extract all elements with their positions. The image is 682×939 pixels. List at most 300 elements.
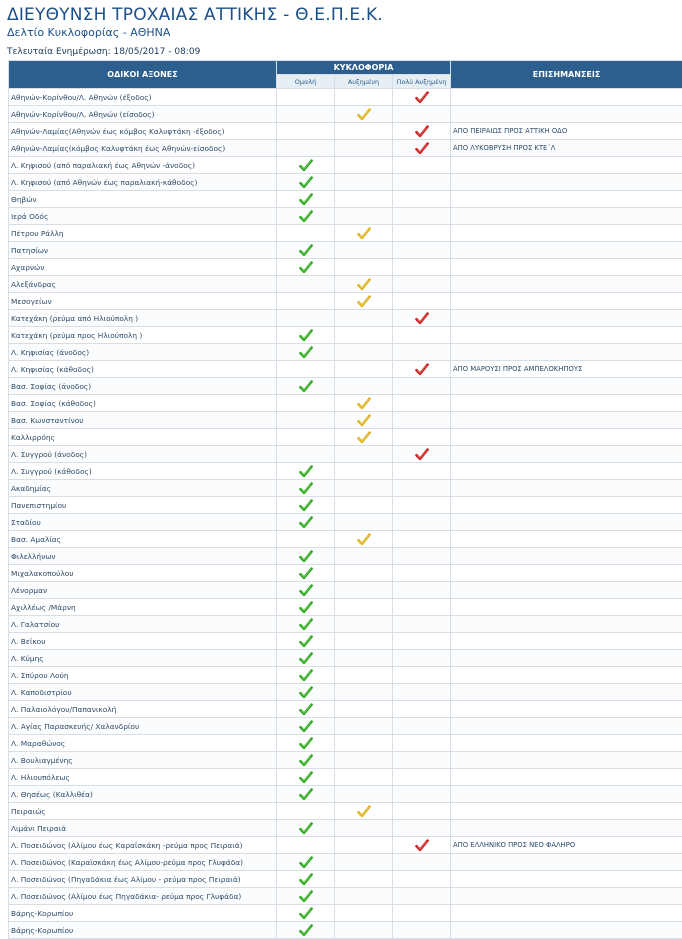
table-row [9, 888, 682, 905]
status-cell-very-increased [393, 701, 451, 718]
status-cell-normal [277, 310, 335, 327]
status-cell-normal [277, 718, 335, 735]
status-cell-normal [277, 684, 335, 701]
road-name: Λ. Βεϊκου [9, 633, 277, 650]
table-row [9, 701, 682, 718]
road-note [451, 497, 682, 514]
table-row [9, 871, 682, 888]
road-note [451, 531, 682, 548]
status-cell-very-increased [393, 667, 451, 684]
checkmark-icon [299, 193, 313, 206]
checkmark-icon [415, 312, 429, 325]
status-cell-normal [277, 888, 335, 905]
road-note [451, 191, 682, 208]
road-name: Λ. Κηφισού (από Αθηνών έως παραλιακή-κάθοδος) [9, 174, 277, 191]
last-updated: Τελευταία Ενημέρωση: 18/05/2017 - 08:09 [7, 47, 201, 57]
road-name: Βασ. Σοφίας (κάθοδος) [9, 395, 277, 412]
table-row [9, 752, 682, 769]
status-cell-normal [277, 140, 335, 157]
road-note [451, 905, 682, 922]
road-name: Μεσογείων [9, 293, 277, 310]
table-row [9, 446, 682, 463]
status-cell-normal [277, 735, 335, 752]
checkmark-icon [299, 686, 313, 699]
checkmark-icon [299, 159, 313, 172]
road-name: Λ. Ποσειδώνος (Πηγαδάκια έως Αλίμου - ρεύμα προς Πειραιά) [9, 871, 277, 888]
checkmark-icon [357, 227, 371, 240]
checkmark-icon [299, 720, 313, 733]
road-note [451, 208, 682, 225]
table-row [9, 718, 682, 735]
checkmark-icon [299, 822, 313, 835]
table-row [9, 174, 682, 191]
table-row [9, 412, 682, 429]
status-cell-very-increased [393, 582, 451, 599]
checkmark-icon [299, 635, 313, 648]
checkmark-icon [299, 176, 313, 189]
status-cell-increased [335, 888, 393, 905]
page-subtitle: Δελτίο Κυκλοφορίας - ΑΘΗΝΑ [7, 26, 171, 39]
status-cell-increased [335, 820, 393, 837]
status-cell-normal [277, 259, 335, 276]
checkmark-icon [299, 652, 313, 665]
table-row [9, 820, 682, 837]
status-cell-increased [335, 582, 393, 599]
road-note [451, 480, 682, 497]
status-cell-increased [335, 123, 393, 140]
table-row [9, 361, 682, 378]
road-name: Αθηνών-Κορίνθου/Λ. Αθηνών (είσοδος) [9, 106, 277, 123]
header-normal: Ομαλή [277, 75, 335, 89]
status-cell-normal [277, 174, 335, 191]
table-row [9, 378, 682, 395]
checkmark-icon [357, 533, 371, 546]
status-cell-increased [335, 225, 393, 242]
table-row [9, 276, 682, 293]
status-cell-very-increased [393, 344, 451, 361]
road-note [451, 276, 682, 293]
road-note [451, 633, 682, 650]
road-name: Αχιλλέως /Μάρνη [9, 599, 277, 616]
road-note [451, 225, 682, 242]
status-cell-very-increased [393, 820, 451, 837]
checkmark-icon [357, 414, 371, 427]
road-note: ΑΠΟ ΠΕΙΡΑΙΩΣ ΠΡΟΣ ΑΤΤΙΚΗ ΟΔΟ [451, 123, 682, 140]
table-row [9, 667, 682, 684]
table-row [9, 582, 682, 599]
checkmark-icon [299, 244, 313, 257]
table-row [9, 854, 682, 871]
status-cell-very-increased [393, 242, 451, 259]
status-cell-very-increased [393, 429, 451, 446]
status-cell-increased [335, 310, 393, 327]
checkmark-icon [299, 924, 313, 937]
status-cell-increased [335, 89, 393, 106]
status-cell-very-increased [393, 735, 451, 752]
status-cell-normal [277, 599, 335, 616]
road-note [451, 429, 682, 446]
table-row [9, 616, 682, 633]
road-name: Βάρης-Κορωπίου [9, 905, 277, 922]
road-note [451, 820, 682, 837]
road-name: Λ. Παλαιολόγου/Παπανικολή [9, 701, 277, 718]
road-name: Λ. Θησέως (Καλλιθέα) [9, 786, 277, 803]
table-body [9, 89, 682, 939]
status-cell-increased [335, 837, 393, 854]
table-row [9, 259, 682, 276]
status-cell-increased [335, 922, 393, 939]
status-cell-very-increased [393, 293, 451, 310]
status-cell-increased [335, 361, 393, 378]
road-name: Ακαδημίας [9, 480, 277, 497]
road-name: Πατησίων [9, 242, 277, 259]
checkmark-icon [299, 261, 313, 274]
road-name: Λ. Συγγρού (κάθοδος) [9, 463, 277, 480]
status-cell-very-increased [393, 412, 451, 429]
status-cell-normal [277, 786, 335, 803]
checkmark-icon [415, 142, 429, 155]
status-cell-very-increased [393, 752, 451, 769]
checkmark-icon [299, 737, 313, 750]
table-row [9, 242, 682, 259]
status-cell-normal [277, 854, 335, 871]
checkmark-icon [415, 839, 429, 852]
status-cell-normal [277, 123, 335, 140]
table-row [9, 837, 682, 854]
status-cell-very-increased [393, 191, 451, 208]
road-name: Φιλελλήνων [9, 548, 277, 565]
status-cell-very-increased [393, 803, 451, 820]
status-cell-normal [277, 242, 335, 259]
status-cell-very-increased [393, 548, 451, 565]
status-cell-very-increased [393, 905, 451, 922]
status-cell-very-increased [393, 837, 451, 854]
status-cell-normal [277, 820, 335, 837]
road-note [451, 327, 682, 344]
status-cell-increased [335, 140, 393, 157]
table-row [9, 293, 682, 310]
status-cell-normal [277, 208, 335, 225]
status-cell-increased [335, 429, 393, 446]
status-cell-very-increased [393, 565, 451, 582]
road-name: Λ. Μαραθώνος [9, 735, 277, 752]
table-row [9, 786, 682, 803]
table-row [9, 735, 682, 752]
road-name: Αχαρνών [9, 259, 277, 276]
status-cell-very-increased [393, 157, 451, 174]
table-row [9, 123, 682, 140]
status-cell-very-increased [393, 514, 451, 531]
road-note [451, 242, 682, 259]
status-cell-increased [335, 684, 393, 701]
status-cell-normal [277, 395, 335, 412]
road-name: Λ. Γαλατσίου [9, 616, 277, 633]
road-note [451, 769, 682, 786]
road-note [451, 752, 682, 769]
road-name: Βασ. Κωνσταντίνου [9, 412, 277, 429]
table-row [9, 497, 682, 514]
road-note [451, 684, 682, 701]
road-name: Λ. Ποσειδώνος (Αλίμου έως Καραϊσκάκη -ρεύμα προς Πειραιά) [9, 837, 277, 854]
table-row [9, 803, 682, 820]
checkmark-icon [357, 397, 371, 410]
checkmark-icon [299, 465, 313, 478]
table-row [9, 327, 682, 344]
checkmark-icon [299, 499, 313, 512]
table-row [9, 225, 682, 242]
road-name: Βασ. Σοφίας (άνοδος) [9, 378, 277, 395]
checkmark-icon [299, 584, 313, 597]
status-cell-normal [277, 446, 335, 463]
road-name: Πέτρου Ράλλη [9, 225, 277, 242]
status-cell-normal [277, 327, 335, 344]
checkmark-icon [357, 278, 371, 291]
road-note [451, 786, 682, 803]
status-cell-increased [335, 446, 393, 463]
table-row [9, 548, 682, 565]
table-row [9, 89, 682, 106]
checkmark-icon [299, 482, 313, 495]
road-note [451, 650, 682, 667]
road-note [451, 157, 682, 174]
road-note [451, 395, 682, 412]
road-name: Λ. Κηφισίας (άνοδος) [9, 344, 277, 361]
table-row [9, 344, 682, 361]
status-cell-increased [335, 480, 393, 497]
road-name: Λένορμαν [9, 582, 277, 599]
road-name: Λ. Ηλιουπόλεως [9, 769, 277, 786]
status-cell-increased [335, 531, 393, 548]
status-cell-very-increased [393, 769, 451, 786]
road-note [451, 344, 682, 361]
road-name: Λ. Κηφισίας (κάθοδος) [9, 361, 277, 378]
status-cell-normal [277, 650, 335, 667]
status-cell-normal [277, 361, 335, 378]
road-note [451, 854, 682, 871]
road-note [451, 667, 682, 684]
table-row [9, 633, 682, 650]
road-name: Κατεχάκη (ρεύμα από Ηλιούπολη ) [9, 310, 277, 327]
status-cell-very-increased [393, 395, 451, 412]
status-cell-normal [277, 157, 335, 174]
status-cell-very-increased [393, 310, 451, 327]
road-note [451, 106, 682, 123]
traffic-table [8, 60, 682, 939]
road-name: Αθηνών-Λαμίας(κόμβος Καλυφτάκη έως Αθηνών-είσοδος) [9, 140, 277, 157]
road-name: Σταδίου [9, 514, 277, 531]
checkmark-icon [299, 788, 313, 801]
table-row [9, 310, 682, 327]
status-cell-normal [277, 89, 335, 106]
table-row [9, 905, 682, 922]
status-cell-increased [335, 650, 393, 667]
status-cell-very-increased [393, 888, 451, 905]
status-cell-very-increased [393, 616, 451, 633]
status-cell-increased [335, 157, 393, 174]
checkmark-icon [299, 669, 313, 682]
road-note [451, 378, 682, 395]
status-cell-very-increased [393, 531, 451, 548]
status-cell-normal [277, 616, 335, 633]
table-row [9, 769, 682, 786]
status-cell-normal [277, 667, 335, 684]
status-cell-normal [277, 582, 335, 599]
status-cell-normal [277, 412, 335, 429]
status-cell-normal [277, 701, 335, 718]
status-cell-normal [277, 837, 335, 854]
road-note [451, 599, 682, 616]
table-row [9, 531, 682, 548]
status-cell-very-increased [393, 633, 451, 650]
road-note [451, 548, 682, 565]
status-cell-very-increased [393, 123, 451, 140]
status-cell-increased [335, 327, 393, 344]
road-note: ΑΠΟ ΜΑΡΟΥΣΙ ΠΡΟΣ ΑΜΠΕΛΟΚΗΠΟΥΣ [451, 361, 682, 378]
status-cell-increased [335, 106, 393, 123]
checkmark-icon [299, 346, 313, 359]
status-cell-normal [277, 905, 335, 922]
page-title: ΔΙΕΥΘΥΝΣΗ ΤΡΟΧΑΙΑΣ ΑΤΤΙΚΗΣ - Θ.Ε.Π.Ε.Κ. [7, 5, 383, 25]
status-cell-increased [335, 293, 393, 310]
status-cell-very-increased [393, 480, 451, 497]
checkmark-icon [357, 431, 371, 444]
road-name: Βασ. Αμαλίας [9, 531, 277, 548]
checkmark-icon [299, 618, 313, 631]
status-cell-increased [335, 803, 393, 820]
checkmark-icon [357, 108, 371, 121]
road-name: Λ. Βουλιαγμένης [9, 752, 277, 769]
status-cell-normal [277, 871, 335, 888]
table-row [9, 208, 682, 225]
road-name: Καλλιρρόης [9, 429, 277, 446]
status-cell-increased [335, 344, 393, 361]
status-cell-normal [277, 344, 335, 361]
road-note [451, 310, 682, 327]
checkmark-icon [415, 363, 429, 376]
checkmark-icon [415, 125, 429, 138]
status-cell-increased [335, 412, 393, 429]
table-row [9, 480, 682, 497]
checkmark-icon [299, 516, 313, 529]
road-name: Λ. Συγγρού (άνοδος) [9, 446, 277, 463]
header-increased: Αυξημένη [335, 75, 393, 89]
road-name: Πανεπιστημίου [9, 497, 277, 514]
road-name: Λ. Ποσειδώνος (Καραϊσκάκη έως Αλίμου-ρεύμα προς Γλυφάδα) [9, 854, 277, 871]
status-cell-increased [335, 514, 393, 531]
status-cell-very-increased [393, 463, 451, 480]
checkmark-icon [415, 91, 429, 104]
status-cell-increased [335, 378, 393, 395]
road-note [451, 412, 682, 429]
road-name: Λ. Κύμης [9, 650, 277, 667]
status-cell-increased [335, 548, 393, 565]
header-traffic: ΚΥΚΛΟΦΟΡΙΑ [277, 61, 451, 75]
status-cell-very-increased [393, 225, 451, 242]
road-note [451, 514, 682, 531]
table-row [9, 650, 682, 667]
status-cell-increased [335, 701, 393, 718]
status-cell-normal [277, 548, 335, 565]
status-cell-increased [335, 633, 393, 650]
status-cell-very-increased [393, 361, 451, 378]
status-cell-increased [335, 463, 393, 480]
status-cell-very-increased [393, 327, 451, 344]
checkmark-icon [299, 329, 313, 342]
status-cell-increased [335, 191, 393, 208]
status-cell-increased [335, 565, 393, 582]
road-note: ΑΠΟ ΕΛΛΗΝΙΚΟ ΠΡΟΣ ΝΕΟ ΦΑΛΗΡΟ [451, 837, 682, 854]
status-cell-normal [277, 276, 335, 293]
road-name: Αθηνών-Κορίνθου/Λ. Αθηνών (έξοδος) [9, 89, 277, 106]
status-cell-very-increased [393, 684, 451, 701]
checkmark-icon [299, 567, 313, 580]
table-row [9, 140, 682, 157]
status-cell-increased [335, 905, 393, 922]
checkmark-icon [299, 771, 313, 784]
checkmark-icon [299, 856, 313, 869]
table-row [9, 463, 682, 480]
road-name: Πειραιώς [9, 803, 277, 820]
road-name: Ιερά Οδός [9, 208, 277, 225]
status-cell-normal [277, 378, 335, 395]
checkmark-icon [299, 601, 313, 614]
checkmark-icon [299, 550, 313, 563]
table-row [9, 106, 682, 123]
status-cell-very-increased [393, 208, 451, 225]
status-cell-increased [335, 497, 393, 514]
status-cell-very-increased [393, 599, 451, 616]
status-cell-very-increased [393, 140, 451, 157]
status-cell-very-increased [393, 89, 451, 106]
header-very-increased: Πολύ Αυξημένη [393, 75, 451, 89]
status-cell-increased [335, 718, 393, 735]
road-note [451, 718, 682, 735]
road-name: Λ. Καποδιστρίου [9, 684, 277, 701]
status-cell-very-increased [393, 378, 451, 395]
checkmark-icon [299, 890, 313, 903]
table-row [9, 565, 682, 582]
table-row [9, 395, 682, 412]
road-note [451, 616, 682, 633]
header-notes: ΕΠΙΣΗΜΑΝΣΕΙΣ [451, 61, 682, 89]
status-cell-normal [277, 191, 335, 208]
road-note [451, 259, 682, 276]
status-cell-increased [335, 854, 393, 871]
status-cell-normal [277, 803, 335, 820]
status-cell-increased [335, 259, 393, 276]
checkmark-icon [299, 703, 313, 716]
checkmark-icon [357, 805, 371, 818]
road-note [451, 888, 682, 905]
road-name: Θηβών [9, 191, 277, 208]
header-roads: ΟΔΙΚΟΙ ΑΞΟΝΕΣ [9, 61, 277, 89]
road-note [451, 463, 682, 480]
road-name: Βάρης-Κορωπίου [9, 922, 277, 939]
table-row [9, 429, 682, 446]
status-cell-very-increased [393, 871, 451, 888]
status-cell-very-increased [393, 106, 451, 123]
status-cell-normal [277, 531, 335, 548]
status-cell-increased [335, 242, 393, 259]
table-row [9, 157, 682, 174]
status-cell-very-increased [393, 922, 451, 939]
status-cell-normal [277, 429, 335, 446]
road-name: Λ. Ποσειδώνος (Αλίμου έως Πηγαδάκια- ρεύμα προς Γλυφάδα) [9, 888, 277, 905]
road-name: Κατεχάκη (ρεύμα προς Ηλιούπολη ) [9, 327, 277, 344]
road-name: Λ. Αγίας Παρασκευής/ Χαλανδρίου [9, 718, 277, 735]
status-cell-increased [335, 752, 393, 769]
road-note [451, 701, 682, 718]
